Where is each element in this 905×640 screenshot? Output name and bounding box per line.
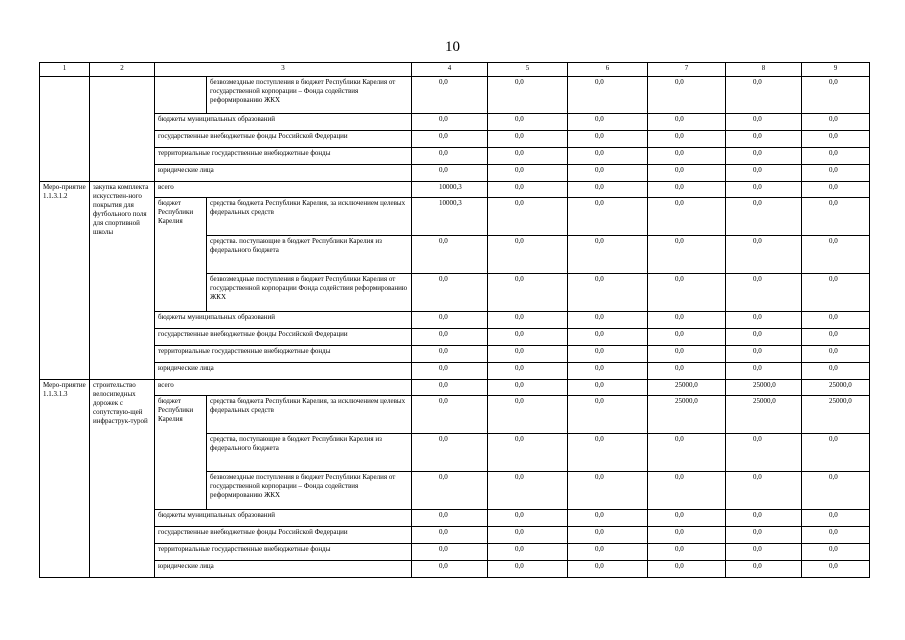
- value-cell: 0,0: [412, 561, 488, 578]
- source-label: юридические лица: [155, 165, 412, 182]
- value-cell: 0,0: [568, 114, 648, 131]
- table-row: [40, 380, 870, 396]
- value-cell: 10000,3: [412, 198, 488, 236]
- event-name: закупка комплекта искусствен-ного покрытия для футбольного поля для спортивной школы: [90, 182, 155, 380]
- value-cell: 0,0: [488, 274, 568, 312]
- value-cell: 0,0: [802, 114, 870, 131]
- value-cell: 0,0: [726, 472, 802, 510]
- table-row: [40, 77, 870, 114]
- value-cell: 0,0: [726, 148, 802, 165]
- table-row: [40, 312, 870, 329]
- value-cell: 0,0: [568, 312, 648, 329]
- table-row: [40, 527, 870, 544]
- source-label: юридические лица: [155, 561, 412, 578]
- table-row: [40, 131, 870, 148]
- value-cell: 0,0: [648, 510, 726, 527]
- value-cell: 0,0: [412, 396, 488, 434]
- value-cell: 0,0: [726, 182, 802, 198]
- event-name: строительство велосипедных дорожек с сопутствую-щей инфраструк-турой: [90, 380, 155, 578]
- value-cell: 0,0: [648, 472, 726, 510]
- value-cell: 0,0: [412, 114, 488, 131]
- value-cell: 0,0: [488, 561, 568, 578]
- value-cell: 0,0: [648, 434, 726, 472]
- value-cell: 0,0: [412, 148, 488, 165]
- value-cell: 0,0: [412, 346, 488, 363]
- value-cell: 0,0: [648, 346, 726, 363]
- value-cell: 0,0: [726, 131, 802, 148]
- value-cell: 0,0: [726, 434, 802, 472]
- event-name-cell: [90, 77, 155, 182]
- source-label: территориальные государственные внебюджетные фонды: [155, 148, 412, 165]
- header-cell-3: 3: [155, 63, 412, 77]
- value-cell: 0,0: [802, 510, 870, 527]
- source-label: государственные внебюджетные фонды Российской Федерации: [155, 329, 412, 346]
- value-cell: 0,0: [802, 148, 870, 165]
- value-cell: 0,0: [412, 77, 488, 114]
- source-label: бюджеты муниципальных образований: [155, 510, 412, 527]
- value-cell: 0,0: [412, 312, 488, 329]
- value-cell: 0,0: [648, 165, 726, 182]
- value-cell: 0,0: [568, 274, 648, 312]
- value-cell: 0,0: [568, 544, 648, 561]
- value-cell: 0,0: [726, 363, 802, 380]
- value-cell: 0,0: [802, 472, 870, 510]
- value-cell: 0,0: [488, 198, 568, 236]
- source-label: всего: [155, 182, 412, 198]
- value-cell: 0,0: [802, 346, 870, 363]
- source-label: всего: [155, 380, 412, 396]
- source-label: безвозмездные поступления в бюджет Республики Карелия от государственной корпорации – Фонда содействия реформированию ЖКХ: [207, 77, 412, 114]
- value-cell: 0,0: [648, 527, 726, 544]
- value-cell: 25000,0: [648, 380, 726, 396]
- source-label: территориальные государственные внебюджетные фонды: [155, 544, 412, 561]
- value-cell: 0,0: [726, 346, 802, 363]
- budget-group-label: бюджет Республики Карелия: [155, 396, 207, 510]
- value-cell: 0,0: [726, 198, 802, 236]
- value-cell: 0,0: [648, 198, 726, 236]
- value-cell: 0,0: [488, 380, 568, 396]
- value-cell: 0,0: [488, 363, 568, 380]
- value-cell: 0,0: [412, 236, 488, 274]
- table-row: [40, 510, 870, 527]
- budget-group-label: бюджет Республики Карелия: [155, 198, 207, 312]
- value-cell: 0,0: [568, 510, 648, 527]
- value-cell: 0,0: [568, 148, 648, 165]
- value-cell: 0,0: [568, 380, 648, 396]
- value-cell: 0,0: [802, 131, 870, 148]
- table-row: [40, 396, 870, 434]
- source-label: средства. поступающие в бюджет Республики Карелия из федерального бюджета: [207, 236, 412, 274]
- value-cell: 0,0: [802, 544, 870, 561]
- source-label: юридические лица: [155, 363, 412, 380]
- value-cell: 0,0: [412, 527, 488, 544]
- value-cell: 0,0: [648, 561, 726, 578]
- value-cell: 0,0: [488, 312, 568, 329]
- value-cell: 0,0: [648, 182, 726, 198]
- value-cell: 0,0: [802, 77, 870, 114]
- value-cell: 0,0: [568, 165, 648, 182]
- value-cell: 0,0: [412, 274, 488, 312]
- table-row: [40, 329, 870, 346]
- value-cell: 0,0: [802, 274, 870, 312]
- value-cell: 25000,0: [802, 380, 870, 396]
- header-cell-1: 1: [40, 63, 90, 77]
- source-label: средства бюджета Республики Карелия, за исключением целевых федеральных средств: [207, 198, 412, 236]
- header-cell-2: 2: [90, 63, 155, 77]
- value-cell: 0,0: [802, 165, 870, 182]
- value-cell: 0,0: [568, 346, 648, 363]
- value-cell: 0,0: [412, 329, 488, 346]
- value-cell: 0,0: [726, 165, 802, 182]
- source-label: средства бюджета Республики Карелия, за исключением целевых федеральных средств: [207, 396, 412, 434]
- value-cell: 0,0: [568, 182, 648, 198]
- source-label: государственные внебюджетные фонды Российской Федерации: [155, 527, 412, 544]
- value-cell: 0,0: [488, 396, 568, 434]
- value-cell: 0,0: [568, 434, 648, 472]
- value-cell: 0,0: [488, 165, 568, 182]
- value-cell: 0,0: [802, 236, 870, 274]
- value-cell: 0,0: [802, 561, 870, 578]
- header-cell-4: 4: [412, 63, 488, 77]
- value-cell: 0,0: [802, 434, 870, 472]
- budget-group-cell: [155, 77, 207, 114]
- value-cell: 0,0: [488, 182, 568, 198]
- value-cell: 0,0: [726, 527, 802, 544]
- value-cell: 0,0: [726, 274, 802, 312]
- value-cell: 0,0: [412, 472, 488, 510]
- header-cell-8: 8: [726, 63, 802, 77]
- source-label: территориальные государственные внебюджетные фонды: [155, 346, 412, 363]
- source-label: бюджеты муниципальных образований: [155, 312, 412, 329]
- header-cell-6: 6: [568, 63, 648, 77]
- value-cell: 0,0: [648, 312, 726, 329]
- value-cell: 0,0: [648, 363, 726, 380]
- value-cell: 0,0: [726, 312, 802, 329]
- table-row: [40, 198, 870, 236]
- source-label: средства, поступающие в бюджет Республики Карелия из федерального бюджета: [207, 434, 412, 472]
- value-cell: 0,0: [412, 380, 488, 396]
- value-cell: 0,0: [488, 236, 568, 274]
- value-cell: 0,0: [488, 434, 568, 472]
- table-row: [40, 544, 870, 561]
- value-cell: 25000,0: [726, 380, 802, 396]
- budget-table: [39, 62, 870, 578]
- value-cell: 0,0: [648, 544, 726, 561]
- value-cell: 0,0: [726, 561, 802, 578]
- value-cell: 0,0: [488, 472, 568, 510]
- value-cell: 0,0: [568, 236, 648, 274]
- value-cell: 0,0: [568, 329, 648, 346]
- value-cell: 0,0: [802, 198, 870, 236]
- value-cell: 0,0: [802, 312, 870, 329]
- value-cell: 0,0: [648, 329, 726, 346]
- table-row: [40, 561, 870, 578]
- value-cell: 0,0: [412, 510, 488, 527]
- value-cell: 0,0: [488, 329, 568, 346]
- value-cell: 0,0: [412, 434, 488, 472]
- source-label: государственные внебюджетные фонды Российской Федерации: [155, 131, 412, 148]
- value-cell: 0,0: [568, 527, 648, 544]
- value-cell: 0,0: [568, 396, 648, 434]
- value-cell: 25000,0: [802, 396, 870, 434]
- value-cell: 0,0: [802, 527, 870, 544]
- event-code: Меро-приятие 1.1.3.1.3: [40, 380, 90, 578]
- header-cell-5: 5: [488, 63, 568, 77]
- value-cell: 0,0: [488, 114, 568, 131]
- value-cell: 0,0: [488, 510, 568, 527]
- table-row: [40, 148, 870, 165]
- value-cell: 0,0: [488, 527, 568, 544]
- value-cell: 0,0: [726, 544, 802, 561]
- value-cell: 0,0: [648, 236, 726, 274]
- value-cell: 0,0: [726, 329, 802, 346]
- value-cell: 0,0: [726, 236, 802, 274]
- table-row: [40, 114, 870, 131]
- value-cell: 0,0: [802, 363, 870, 380]
- value-cell: 0,0: [802, 329, 870, 346]
- value-cell: 0,0: [648, 77, 726, 114]
- header-cell-9: 9: [802, 63, 870, 77]
- source-label: безвозмездные поступления в бюджет Республики Карелия от государственной корпорации Фонда содействия реформированию ЖКХ: [207, 274, 412, 312]
- value-cell: 0,0: [568, 363, 648, 380]
- event-code: Меро-приятие 1.1.3.1.2: [40, 182, 90, 380]
- value-cell: 0,0: [412, 544, 488, 561]
- value-cell: 25000,0: [648, 396, 726, 434]
- header-cell-7: 7: [648, 63, 726, 77]
- value-cell: 0,0: [412, 165, 488, 182]
- table-row: [40, 182, 870, 198]
- value-cell: 0,0: [488, 346, 568, 363]
- table-row: [40, 363, 870, 380]
- page-number: 10: [445, 39, 460, 55]
- value-cell: 0,0: [648, 131, 726, 148]
- value-cell: 0,0: [488, 544, 568, 561]
- value-cell: 0,0: [412, 131, 488, 148]
- value-cell: 25000,0: [726, 396, 802, 434]
- value-cell: 0,0: [412, 363, 488, 380]
- value-cell: 0,0: [802, 182, 870, 198]
- value-cell: 0,0: [488, 131, 568, 148]
- value-cell: 0,0: [648, 114, 726, 131]
- value-cell: 10000,3: [412, 182, 488, 198]
- value-cell: 0,0: [488, 148, 568, 165]
- event-code-cell: [40, 77, 90, 182]
- value-cell: 0,0: [568, 131, 648, 148]
- value-cell: 0,0: [568, 472, 648, 510]
- value-cell: 0,0: [726, 114, 802, 131]
- value-cell: 0,0: [568, 77, 648, 114]
- source-label: безвозмездные поступления в бюджет Республики Карелия от государственной корпорации – Фонда содействия реформированию ЖКХ: [207, 472, 412, 510]
- value-cell: 0,0: [568, 561, 648, 578]
- value-cell: 0,0: [568, 198, 648, 236]
- value-cell: 0,0: [488, 77, 568, 114]
- table-row: [40, 165, 870, 182]
- value-cell: 0,0: [726, 77, 802, 114]
- header-row: [40, 63, 870, 77]
- table-row: [40, 346, 870, 363]
- value-cell: 0,0: [648, 148, 726, 165]
- value-cell: 0,0: [648, 274, 726, 312]
- value-cell: 0,0: [726, 510, 802, 527]
- source-label: бюджеты муниципальных образований: [155, 114, 412, 131]
